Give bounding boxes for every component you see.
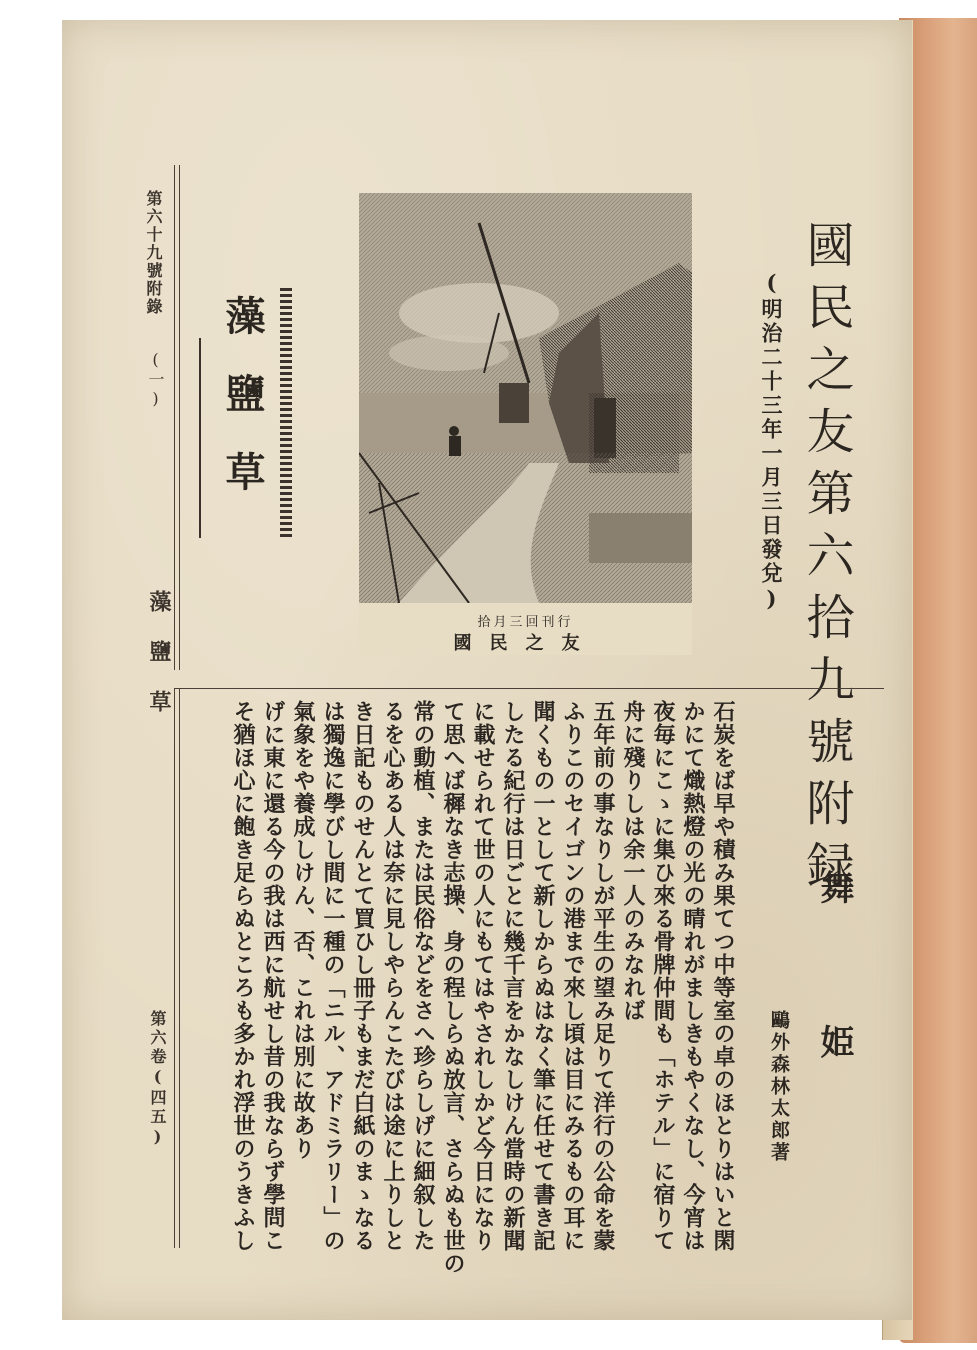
section-title: 藻鹽草	[219, 295, 266, 529]
body-column: 夜毎にこゝに集ひ來る骨牌仲間も「ホテル」に宿りて	[650, 700, 676, 1252]
body-column: に載せられて世の人にもてはやされしかど今日になり	[470, 700, 496, 1252]
illustration-caption-bottom: 國民之友	[453, 633, 598, 654]
footer-volume: 第六卷(四五)	[148, 1010, 167, 1149]
footer-rule-double	[179, 688, 180, 1248]
footer-section-title: 藻鹽草	[146, 590, 172, 740]
story-title: 舞姫	[814, 870, 854, 1178]
illustration	[359, 193, 692, 655]
journal-page	[62, 20, 912, 1320]
appendix-label: 第六十九號附錄	[144, 190, 163, 316]
body-column: 石炭をば早や積み果てつ中等室の卓のほとりはいと閑	[710, 700, 736, 1252]
ornamental-border	[280, 288, 292, 540]
story-author: 鷗外森林太郎著	[768, 1010, 790, 1164]
body-column: 氣象をや養成しけん、否、これは別に故あり	[290, 700, 316, 1160]
appendix-page-number: (一)	[146, 350, 165, 410]
body-column: 舟に殘りしは余一人のみなれば	[620, 700, 646, 1022]
section-divider	[174, 688, 884, 689]
publication-date: (明治二十三年一月三日發兌)	[759, 270, 784, 614]
body-column: 常の動植、または民俗などをさへ珍らしげに細叙した	[410, 700, 436, 1252]
margin-rule-double	[179, 165, 180, 670]
body-column: るを心ある人は奈に見しやらんこたびは途に上りしと	[380, 700, 406, 1252]
footer-rule	[174, 688, 175, 1248]
body-column: げに東に還る今の我は西に航せし昔の我ならず學問こ	[260, 700, 286, 1252]
illustration-caption-top: 拾月三回刊行	[477, 615, 574, 630]
section-title-rule	[199, 338, 201, 538]
body-column: したる紀行は日ごとに幾千言をかなしけん當時の新聞	[500, 700, 526, 1252]
body-column: かにて熾熱燈の光の晴れがましきもやくなし、今宵は	[680, 700, 706, 1252]
body-column: き日記ものせんとて買ひし冊子もまだ白紙のまゝなる	[350, 700, 376, 1252]
body-column: は獨逸に學びし間に一種の「ニル、アドミラリー」の	[320, 700, 346, 1252]
well-hut-engraving	[359, 193, 692, 655]
journal-title: 國民之友第六拾九號附録	[798, 220, 854, 902]
body-column: ふりこのセイゴンの港まで來し頃は目にみるもの耳に	[560, 700, 586, 1252]
body-column: 五年前の事なりしが平生の望み足りて洋行の公命を蒙	[590, 700, 616, 1252]
body-column: そ猶ほ心に飽き足らぬところも多かれ浮世のうきふし	[230, 700, 256, 1252]
body-column: 聞くもの一として新しからぬはなく筆に任せて書き記	[530, 700, 556, 1252]
body-column: て思へば穉なき志操、身の程しらぬ放言、さらぬも世の	[440, 700, 466, 1275]
